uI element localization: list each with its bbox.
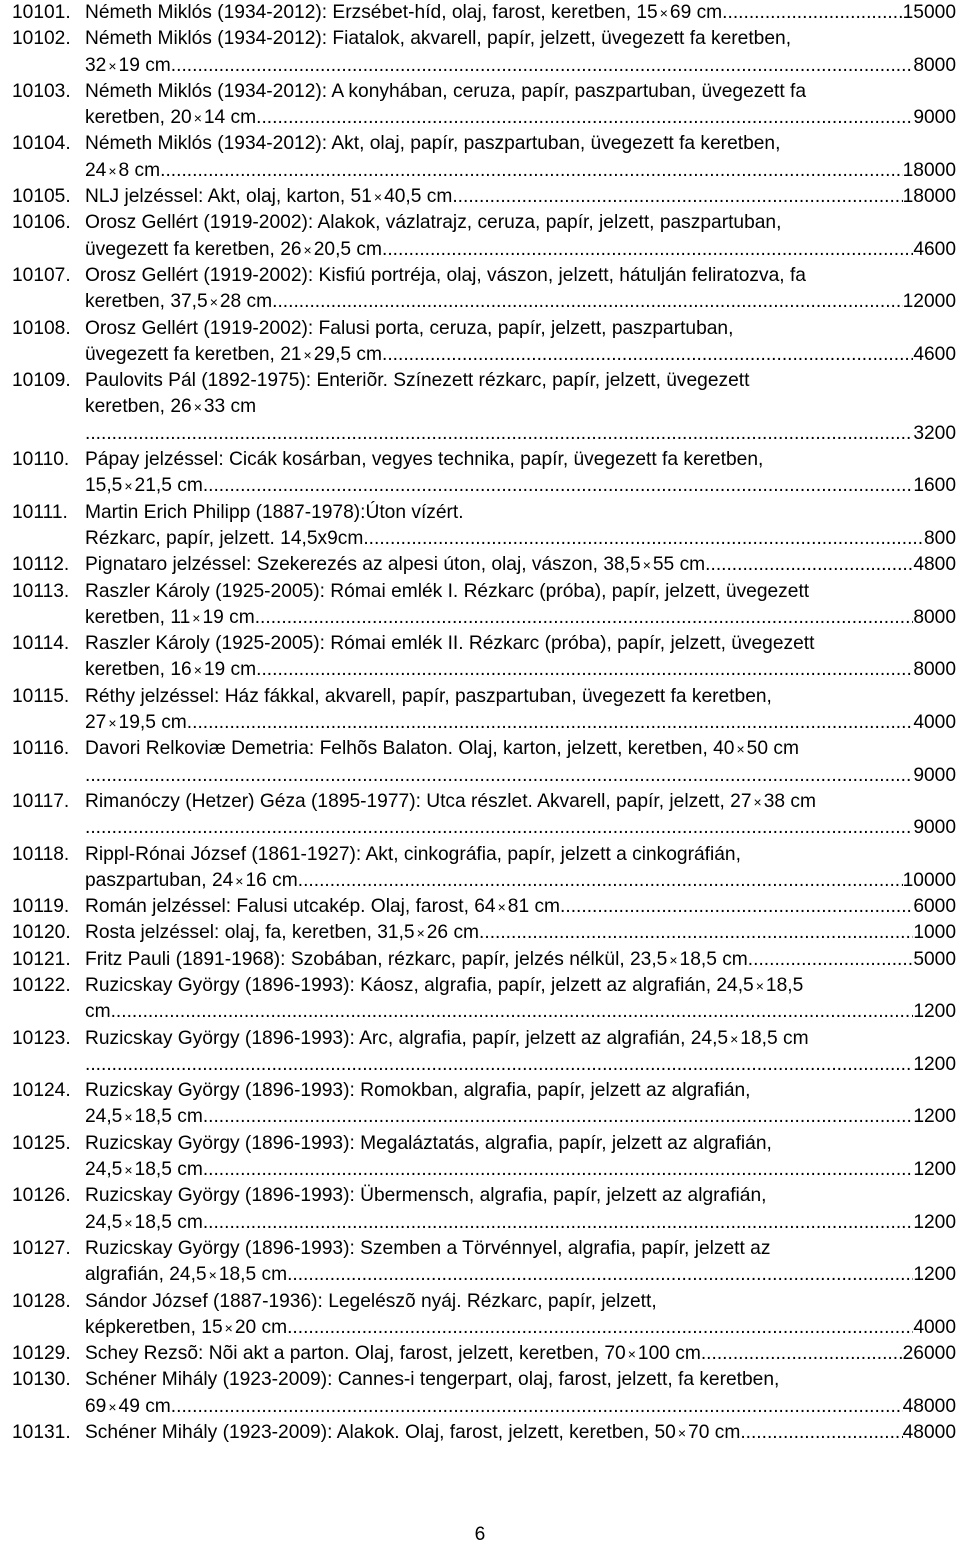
lot-number: 10104. (12, 133, 71, 155)
lot-price: 8000 (913, 606, 956, 628)
lot-description: Ruzicskay György (1896-1993): Romokban, algrafia, papír, jelzett az algrafián, 24,5 × 18,5 cm ..... 1200 (85, 1078, 956, 1131)
lot-price: 4000 (913, 1316, 956, 1338)
catalog-entry (12, 368, 956, 447)
catalog-entry (12, 26, 956, 79)
lot-price: 5000 (913, 948, 956, 970)
lot-price: 18000 (902, 186, 956, 208)
lot-price: 800 (923, 527, 956, 549)
lot-number: 10107. (12, 264, 71, 286)
lot-number: 10112. (12, 554, 70, 576)
lot-price: 26000 (902, 1343, 956, 1365)
catalog-entry (12, 947, 956, 973)
lot-number: 10129. (12, 1343, 71, 1365)
lot-description: Raszler Károly (1925-2005): Római emlék I. Rézkarc (próba), papír, jelzett, üvegezett keretben, 11 × 19 cm ..... 8000 (85, 579, 956, 632)
catalog-entry (12, 1341, 956, 1367)
lot-price: 1200 (913, 1106, 956, 1128)
catalog-entry (12, 1131, 956, 1184)
lot-description: Orosz Gellért (1919-2002): Falusi porta, ceruza, papír, jelzett, paszpartuban, üvegezett fa keretben, 21 × 29,5 cm ..... 4600 (85, 316, 956, 369)
lot-number: 10105. (12, 186, 71, 208)
catalog-entry (12, 736, 956, 789)
lot-description: Pignataro jelzéssel: Szekerezés az alpesi úton, olaj, vászon, 38,5 × 55 cm ..... 4800 (85, 552, 956, 578)
lot-description: Ruzicskay György (1896-1993): Übermensch, algrafia, papír, jelzett az algrafián, 24,5 × 18,5 cm ..... 1200 (85, 1183, 956, 1236)
lot-description: Réthy jelzéssel: Ház fákkal, akvarell, papír, paszpartuban, üvegezett fa keretben, 27 × 19,5 cm ..... 4000 (85, 684, 956, 737)
lot-number: 10103. (12, 80, 71, 102)
lot-number: 10106. (12, 212, 71, 234)
lot-number: 10126. (12, 1185, 71, 1207)
lot-description: Raszler Károly (1925-2005): Római emlék II. Rézkarc (próba), papír, jelzett, üvegezett keretben, 16 × 19 cm ..... 8000 (85, 631, 956, 684)
lot-price: 15000 (902, 2, 956, 23)
catalog-entry (12, 1236, 956, 1289)
lot-number: 10116. (12, 738, 70, 760)
catalog-entry (12, 131, 956, 184)
lot-description: Németh Miklós (1934-2012): Akt, olaj, papír, paszpartuban, üvegezett fa keretben, 24 × 8 cm ..... 18000 (85, 131, 956, 184)
catalog-entry (12, 1026, 956, 1079)
lot-number: 10122. (12, 974, 71, 996)
catalog-entry (12, 842, 956, 895)
lot-description: Ruzicskay György (1896-1993): Arc, algrafia, papír, jelzett az algrafián, 24,5 × 18,5 cm ..... 1200 (85, 1026, 956, 1079)
lot-price: 1200 (913, 1053, 956, 1075)
lot-description: Ruzicskay György (1896-1993): Káosz, algrafia, papír, jelzett az algrafián, 24,5 × 18,5 cm ..... 1200 (85, 973, 956, 1026)
catalog-entry (12, 447, 956, 500)
lot-number: 10109. (12, 370, 71, 392)
lot-description: Pápay jelzéssel: Cicák kosárban, vegyes technika, papír, üvegezett fa keretben, 15,5 × 21,5 cm ..... 1600 (85, 447, 956, 500)
lot-description: Sándor József (1887-1936): Legelészõ nyáj. Rézkarc, papír, jelzett, képkeretben, 15 × 20 cm ..... 4000 (85, 1289, 956, 1342)
lot-number: 10131. (12, 1422, 71, 1444)
catalog-entry (12, 552, 956, 578)
lot-number: 10130. (12, 1369, 71, 1391)
catalog-entry (12, 79, 956, 132)
lot-number: 10101. (12, 2, 71, 23)
lot-number: 10123. (12, 1027, 71, 1049)
catalog-entry (12, 973, 956, 1026)
catalog-entry (12, 894, 956, 920)
lot-price: 9000 (913, 764, 956, 786)
lot-description: Németh Miklós (1934-2012): Erzsébet-híd, olaj, farost, keretben, 15 × 69 cm ..... 15000 (85, 0, 956, 26)
lot-description: Schéner Mihály (1923-2009): Cannes-i tengerpart, olaj, farost, jelzett, fa keretben, 69 × 49 cm ..... 48000 (85, 1367, 956, 1420)
catalog-entry (12, 1078, 956, 1131)
lot-price: 1600 (913, 475, 956, 497)
catalog-entry (12, 210, 956, 263)
lot-description: Németh Miklós (1934-2012): A konyhában, ceruza, papír, paszpartuban, üvegezett fa keretben, 20 × 14 cm ..... 9000 (85, 79, 956, 132)
lot-number: 10117. (12, 790, 70, 812)
lot-price: 8000 (913, 659, 956, 681)
lot-description: Németh Miklós (1934-2012): Fiatalok, akvarell, papír, jelzett, üvegezett fa keretben, 32 × 19 cm ..... 8000 (85, 26, 956, 79)
catalog-entry (12, 1420, 956, 1446)
lot-price: 1200 (913, 1001, 956, 1023)
catalog-entry (12, 1183, 956, 1236)
lot-number: 10125. (12, 1132, 71, 1154)
lot-number: 10118. (12, 843, 70, 865)
catalog-entry (12, 1289, 956, 1342)
lot-price: 9000 (913, 817, 956, 839)
catalog-entry (12, 0, 956, 26)
lot-number: 10111. (12, 501, 68, 523)
lot-number: 10121. (12, 948, 71, 970)
lot-price: 10000 (902, 869, 956, 891)
catalog-entry (12, 500, 956, 553)
lot-description: Schey Rezsõ: Nõi akt a parton. Olaj, farost, jelzett, keretben, 70 × 100 cm ..... 26000 (85, 1341, 956, 1367)
lot-number: 10127. (12, 1237, 71, 1259)
lot-price: 4600 (913, 238, 956, 260)
lot-price: 18000 (902, 159, 956, 181)
lot-number: 10119. (12, 896, 70, 918)
lot-description: Paulovits Pál (1892-1975): Enteriõr. Színezett rézkarc, papír, jelzett, üvegezett keretben, 26 × 33 cm ..... 3200 (85, 368, 956, 447)
lot-price: 48000 (902, 1395, 956, 1417)
lot-price: 1200 (913, 1211, 956, 1233)
lot-description: Ruzicskay György (1896-1993): Megaláztatás, algrafia, papír, jelzett az algrafián, 24,5 × 18,5 cm ..... 1200 (85, 1131, 956, 1184)
lot-number: 10128. (12, 1290, 71, 1312)
catalog-entry (12, 631, 956, 684)
lot-number: 10102. (12, 28, 71, 50)
lot-description: Fritz Pauli (1891-1968): Szobában, rézkarc, papír, jelzés nélkül, 23,5 × 18,5 cm ..... 5000 (85, 947, 956, 973)
lot-description: Rippl-Rónai József (1861-1927): Akt, cinkográfia, papír, jelzett a cinkográfián, paszpartuban, 24 × 16 cm ..... 10000 (85, 842, 956, 895)
page-number: 6 (474, 1524, 486, 1545)
lot-price: 8000 (913, 54, 956, 76)
lot-number: 10113. (12, 580, 70, 602)
lot-price: 1200 (913, 1159, 956, 1181)
lot-description: Martin Erich Philipp (1887-1978):Úton vízért. Rézkarc, papír, jelzett. 14,5x9cm ..... 800 (85, 500, 956, 553)
lot-description: Orosz Gellért (1919-2002): Alakok, vázlatrajz, ceruza, papír, jelzett, paszpartuban, üvegezett fa keretben, 26 × 20,5 cm ..... 4600 (85, 210, 956, 263)
lot-description: Román jelzéssel: Falusi utcakép. Olaj, farost, 64 × 81 cm ..... 6000 (85, 894, 956, 920)
catalog-entry (12, 684, 956, 737)
catalog-entry (12, 263, 956, 316)
lot-price: 1200 (913, 1264, 956, 1286)
lot-description: Rosta jelzéssel: olaj, fa, keretben, 31,5 × 26 cm ..... 1000 (85, 920, 956, 946)
lot-description: Orosz Gellért (1919-2002): Kisfiú portréja, olaj, vászon, jelzett, hátulján feliratozva, fa keretben, 37,5 × 28 cm ..... 12000 (85, 263, 956, 316)
lot-price: 6000 (913, 896, 956, 918)
lot-description: Rimanóczy (Hetzer) Géza (1895-1977): Utca részlet. Akvarell, papír, jelzett, 27 × 38 cm ..... 9000 (85, 789, 956, 842)
lot-price: 4800 (913, 554, 956, 576)
lot-number: 10124. (12, 1080, 71, 1102)
catalog-list (12, 0, 956, 1446)
catalog-entry (12, 579, 956, 632)
lot-number: 10115. (12, 685, 70, 707)
catalog-entry (12, 920, 956, 946)
lot-price: 1000 (913, 922, 956, 944)
lot-price: 3200 (913, 422, 956, 444)
lot-number: 10108. (12, 317, 71, 339)
lot-number: 10110. (12, 449, 70, 471)
lot-price: 4600 (913, 343, 956, 365)
catalog-entry (12, 184, 956, 210)
lot-number: 10114. (12, 633, 70, 655)
catalog-entry (12, 789, 956, 842)
catalog-entry (12, 316, 956, 369)
lot-price: 4000 (913, 712, 956, 734)
lot-price: 9000 (913, 107, 956, 129)
lot-description: Ruzicskay György (1896-1993): Szemben a Törvénnyel, algrafia, papír, jelzett az algrafián, 24,5 × 18,5 cm ..... 1200 (85, 1236, 956, 1289)
lot-description: NLJ jelzéssel: Akt, olaj, karton, 51 × 40,5 cm ..... 18000 (85, 184, 956, 210)
lot-number: 10120. (12, 922, 71, 944)
catalog-entry (12, 1367, 956, 1420)
lot-description: Schéner Mihály (1923-2009): Alakok. Olaj, farost, jelzett, keretben, 50 × 70 cm ..... 48000 (85, 1420, 956, 1446)
lot-price: 12000 (902, 291, 956, 313)
lot-description: Davori Relkoviæ Demetria: Felhõs Balaton. Olaj, karton, jelzett, keretben, 40 × 50 cm ..... 9000 (85, 736, 956, 789)
lot-price: 48000 (902, 1422, 956, 1444)
